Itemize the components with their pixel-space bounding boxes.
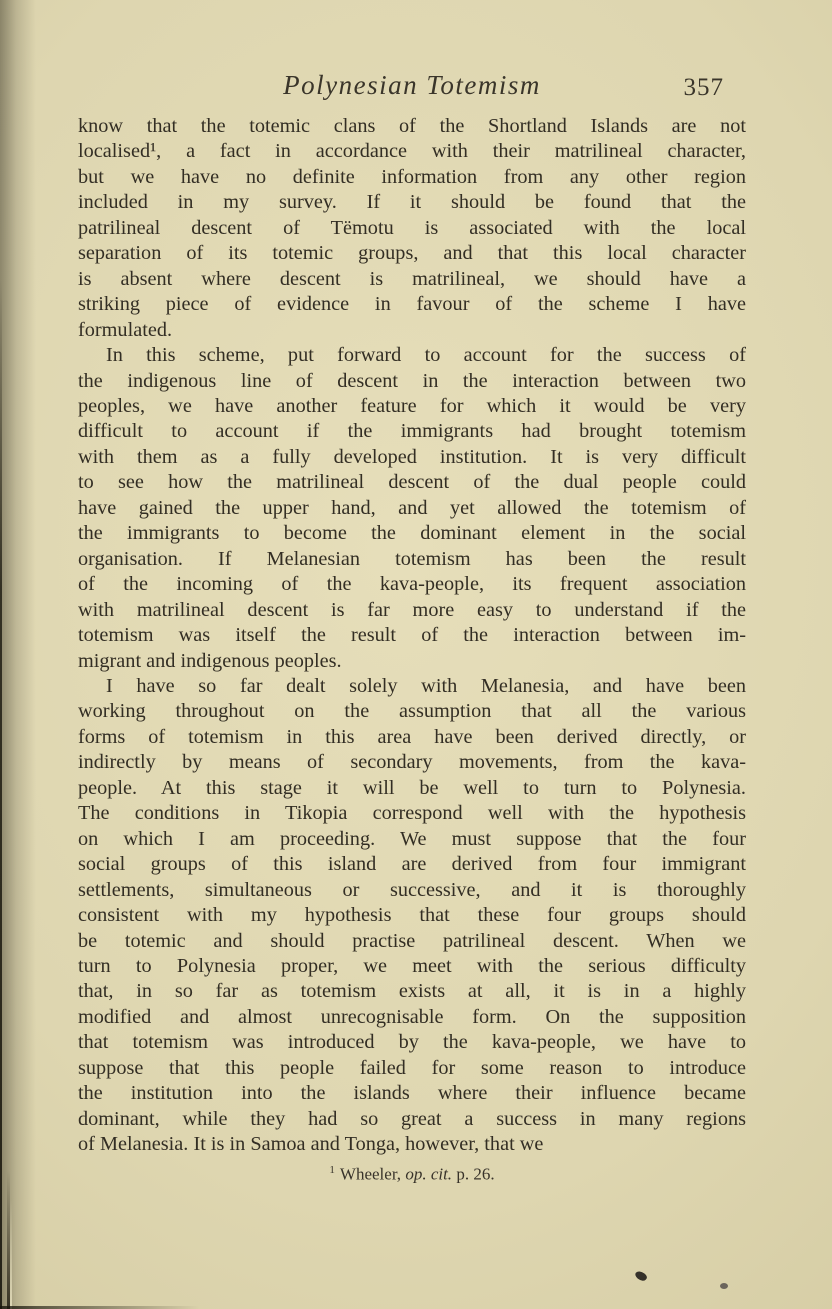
- footnote-text-post: p. 26.: [452, 1164, 495, 1184]
- text-line: of Melanesia. It is in Samoa and Tonga, however, that we: [78, 1133, 544, 1156]
- ink-speck: [720, 1283, 728, 1289]
- page-number: 357: [683, 74, 724, 101]
- text-line: difficult to account if the immigrants had brought totemism: [78, 420, 746, 443]
- text-line: patrilineal descent of Tëmotu is associated with the local: [78, 216, 746, 239]
- text-line: that, in so far as totemism exists at all, it is in a highly: [78, 980, 746, 1003]
- text-line: with matrilineal descent is far more easy to understand if the: [78, 598, 746, 621]
- text-line: is absent where descent is matrilineal, we should have a: [78, 267, 746, 290]
- text-line: In this scheme, put forward to account for the success of: [106, 344, 746, 367]
- running-head: [78, 70, 746, 106]
- text-line: be totemic and should practise patrilineal descent. When we: [78, 929, 746, 952]
- text-line: totemism was itself the result of the interaction between im-: [78, 624, 746, 647]
- page-body: [78, 114, 746, 1158]
- text-line: of the incoming of the kava-people, its frequent association: [78, 573, 746, 596]
- text-line: but we have no definite information from any other region: [78, 165, 746, 188]
- text-line: the indigenous line of descent in the interaction between two: [78, 369, 746, 392]
- footnote-citation-italic: op. cit.: [405, 1164, 453, 1184]
- text-line: striking piece of evidence in favour of the scheme I have: [78, 293, 746, 316]
- text-line: included in my survey. If it should be found that the: [78, 191, 746, 214]
- text-line: separation of its totemic groups, and that this local character: [78, 242, 746, 265]
- text-line: I have so far dealt solely with Melanesia, and have been: [106, 674, 746, 697]
- footnote: [78, 1164, 746, 1185]
- text-line: The conditions in Tikopia correspond well with the hypothesis: [78, 802, 746, 825]
- text-line: organisation. If Melanesian totemism has been the result: [78, 547, 746, 570]
- text-line: formulated.: [78, 318, 173, 341]
- text-line: indirectly by means of secondary movements, from the kava-: [78, 751, 746, 774]
- text-line: have gained the upper hand, and yet allowed the totemism of: [78, 496, 746, 519]
- ink-speck: [634, 1269, 648, 1283]
- text-line: migrant and indigenous peoples.: [78, 649, 342, 672]
- footnote-marker: 1: [329, 1164, 335, 1176]
- text-line: settlements, simultaneous or successive, and it is thoroughly: [78, 878, 746, 901]
- text-line: social groups of this island are derived from four immigrant: [78, 853, 746, 876]
- text-line: that totemism was introduced by the kava-people, we have to: [78, 1031, 746, 1054]
- text-line: localised¹, a fact in accordance with their matrilineal character,: [78, 140, 746, 163]
- text-line: turn to Polynesia proper, we meet with the serious difficulty: [78, 954, 746, 977]
- page-crease-highlight: [10, 1200, 12, 1309]
- text-line: with them as a fully developed institution. It is very difficult: [78, 445, 746, 468]
- footnote-text-pre: Wheeler,: [339, 1164, 406, 1184]
- text-line: working throughout on the assumption that all the various: [78, 700, 746, 723]
- running-head-title: Polynesian Totemism: [283, 70, 541, 100]
- text-line: people. At this stage it will be well to turn to Polynesia.: [78, 776, 746, 799]
- page-gutter-shadow: [0, 0, 36, 1309]
- page-edge-line: [0, 280, 2, 1309]
- text-line: know that the totemic clans of the Shortland Islands are not: [78, 115, 746, 137]
- text-line: to see how the matrilineal descent of the dual people could: [78, 471, 746, 494]
- text-line: on which I am proceeding. We must suppose that the four: [78, 827, 746, 850]
- text-line: peoples, we have another feature for which it would be very: [78, 394, 746, 417]
- text-line: consistent with my hypothesis that these four groups should: [78, 904, 746, 927]
- text-line: dominant, while they had so great a success in many regions: [78, 1107, 746, 1130]
- text-line: the immigrants to become the dominant element in the social: [78, 522, 746, 545]
- text-line: modified and almost unrecognisable form. On the supposition: [78, 1005, 746, 1028]
- text-line: suppose that this people failed for some reason to introduce: [78, 1056, 746, 1079]
- text-line: the institution into the islands where their influence became: [78, 1082, 746, 1105]
- text-line: forms of totemism in this area have been derived directly, or: [78, 725, 746, 748]
